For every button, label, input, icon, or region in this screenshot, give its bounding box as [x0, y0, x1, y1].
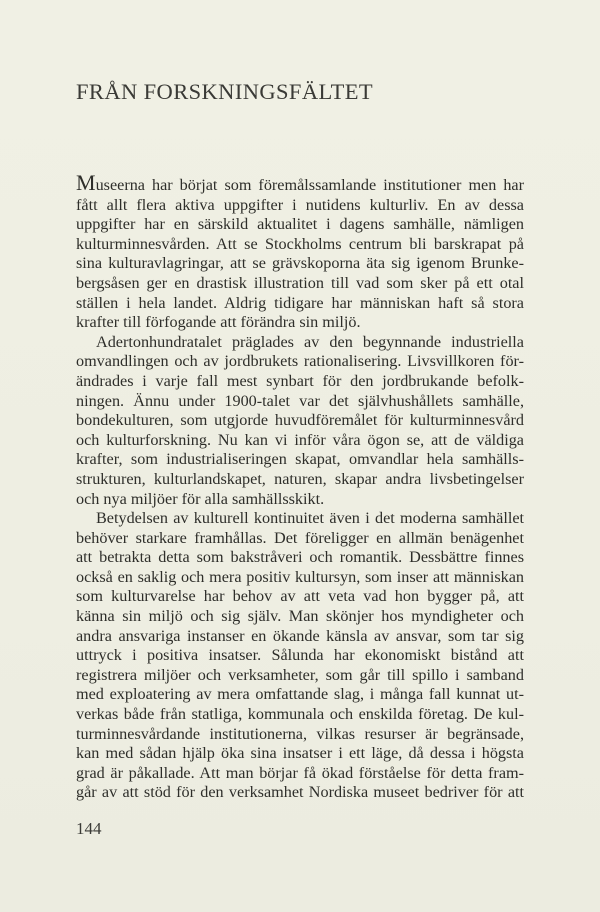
paragraph-1	[76, 170, 524, 333]
text-line: uppgifter har en särskild aktualitet i dagens samhälle, nämligen	[76, 215, 524, 234]
text-line: som kulturvarelse har behov av att veta vad hon bygger på, att	[76, 587, 524, 606]
text-line: också en saklig och mera positiv kultursyn, som inser att människan	[76, 567, 524, 586]
text-line: andra ansvariga instanser en ökande känsla av ansvar, som tar sig	[76, 626, 524, 645]
text-line: strukturen, kulturlandskapet, naturen, skapar andra livsbetingelser	[76, 469, 524, 488]
text-line: och kulturforskning. Nu kan vi inför våra ögon se, att de väldiga	[76, 430, 524, 449]
text-line: bergsåsen ger en drastisk illustration till vad som sker på ett otal	[76, 273, 524, 292]
body-text	[76, 170, 524, 803]
text-line: bondekulturen, som utgjorde huvudföremålet för kulturminnesvård	[76, 411, 524, 430]
text-line: sina kulturavlagringar, att se grävskoporna äta sig igenom Brunke-	[76, 254, 524, 273]
text-line: Betydelsen av kulturell kontinuitet även i det moderna samhället	[96, 509, 524, 528]
text-line: kan med sådan hjälp öka sina insatser i ett läge, då dessa i högsta	[76, 744, 524, 763]
text-line: ningen. Ännu under 1900-talet var det självhushållets samhälle,	[76, 391, 524, 410]
text-line: Adertonhundratalet präglades av den begynnande industriella	[96, 332, 524, 351]
text-line: går av att stöd för den verksamhet Nordiska museet bedriver för att	[76, 783, 524, 802]
text-line: ändrades i varje fall mest synbart för den jordbrukande befolk-	[76, 371, 524, 390]
text-line: krafter till förfogande att förändra sin miljö.	[76, 313, 361, 332]
paragraph-2	[76, 333, 524, 509]
text-line: grad är påkallade. Att man börjar få ökad förståelse för detta fram-	[76, 763, 524, 782]
text-line: Museerna har börjat som föremålssamlande institutioner men har	[76, 170, 524, 195]
text-line: registrera miljöer och verksamheter, som går till spillo i samband	[76, 665, 524, 684]
text-line: krafter, som industrialiseringen skapat, omvandlar hela samhälls-	[76, 450, 524, 469]
text-line: känna sin miljö och sig själv. Man skönjer hos myndigheter och	[76, 607, 524, 626]
text-line: omvandlingen och av jordbrukets rationalisering. Livsvillkoren för-	[76, 352, 524, 371]
page-number: 144	[76, 819, 102, 838]
drop-cap: M	[76, 170, 96, 195]
paragraph-3	[76, 509, 524, 803]
text-line: och nya miljöer för alla samhällsskikt.	[76, 489, 325, 508]
text-line: behöver starkare framhållas. Det föreligger en allmän benägenhet	[76, 528, 524, 547]
text-line: ställen i hela landet. Aldrig tidigare har människan haft så stora	[76, 293, 524, 312]
text-line: turminnesvårdande institutionerna, vilkas resurser är begränsade,	[76, 724, 524, 743]
text-line: fått allt flera aktiva uppgifter i nutidens kulturliv. En av dessa	[76, 195, 524, 214]
page-heading: FRÅN FORSKNINGSFÄLTET	[76, 79, 373, 104]
text-line: med exploatering av mera omfattande slag, i många fall kunnat ut-	[76, 685, 524, 704]
text-line: uttryck i positiva insatser. Sålunda har ekonomiskt bistånd att	[76, 646, 524, 665]
text-line: att betrakta detta som bakstråveri och romantik. Dessbättre finnes	[76, 548, 524, 567]
text-line: verkas både från statliga, kommunala och enskilda företag. De kul-	[76, 705, 524, 724]
text-line: kulturminnesvården. Att se Stockholms centrum bli barskrapat på	[76, 234, 524, 253]
